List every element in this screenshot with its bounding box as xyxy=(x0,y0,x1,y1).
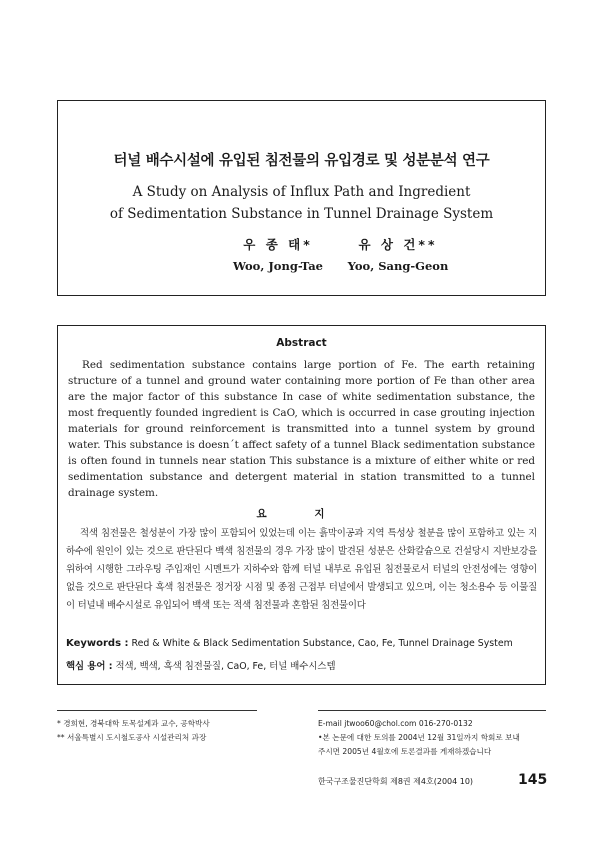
summary-body: 적색 침전물은 철성분이 가장 많이 포함되어 있었는데 이는 흙막이공과 지역 특성상 철분을 많이 포함하고 있는 지하수에 원인이 있는 것으로 판단된다 백색 침전물의 경우 가장 많이 발견된 성분은 산화칼슘으로 건설당시 지반보강을 위하여 시행한 그라우팅 주입재인 시멘트가 지하수와 함께 터널 내부로 유입된 침전물로서 터널의 안전성에는 영향이 없을 것으로 판단된다 흑색 침전물은 정거장 시점 및 종점 근접부 터널에서 발생되고 있으며, 이는 청소용수 등 이물질이 터널내 배수시설로 유입되어 백색 또는 적색 침전물과 혼합된 침전물이다 xyxy=(66,528,537,611)
korean-title: 터널 배수시설에 유입된 침전물의 유입경로 및 성분분석 연구 xyxy=(113,153,490,169)
footnote-email: E-mail jtwoo60@chol.com 016-270-0132 xyxy=(318,719,473,728)
summary-heading: 요 지 xyxy=(256,508,347,520)
english-title-line-2: of Sedimentation Substance in Tunnel Drainage System xyxy=(109,206,494,222)
footnote-discussion-2: 주시면 2005년 4월호에 토론결과를 게재하겠습니다 xyxy=(318,747,492,756)
footnotes-contact xyxy=(318,717,550,759)
keywords-korean xyxy=(66,658,539,672)
keywords-korean-values: 적색, 백색, 흑색 침전물질, CaO, Fe, 터널 배수시스템 xyxy=(115,661,336,672)
footnote-author-1: * 경희현, 경북대학 토목설계과 교수, 공학박사 xyxy=(57,719,210,728)
author-1 xyxy=(223,235,333,273)
footnote-divider-right xyxy=(318,710,546,711)
keywords-english xyxy=(66,638,539,649)
footnote-discussion-1: •본 논문에 대한 토의를 2004년 12월 31일까지 학회로 보내 xyxy=(318,733,520,742)
title-box xyxy=(57,100,546,296)
page-number: 145 xyxy=(518,772,548,788)
footnote-author-2: ** 서울특별시 도시철도공사 시설관리처 과장 xyxy=(57,733,207,742)
english-title-line-1: A Study on Analysis of Influx Path and Ingredient xyxy=(132,184,471,200)
footnote-divider-left xyxy=(57,710,257,711)
keywords-values: Red & White & Black Sedimentation Substance, Cao, Fe, Tunnel Drainage System xyxy=(131,638,513,649)
author-2-english: Yoo, Sang-Geon xyxy=(347,259,449,273)
abstract-box xyxy=(57,325,546,685)
author-2-korean: 유 상 건** xyxy=(358,237,438,252)
english-title xyxy=(58,181,545,225)
footnotes-affiliations xyxy=(57,717,307,745)
journal-citation: 한국구조물진단학회 제8권 제4호(2004 10) xyxy=(318,777,474,786)
author-1-korean: 우 종 태* xyxy=(243,237,313,252)
author-1-english: Woo, Jong-Tae xyxy=(233,259,323,273)
keywords-label: Keywords : xyxy=(66,638,129,649)
abstract-heading: Abstract xyxy=(276,337,327,349)
abstract-body: Red sedimentation substance contains large portion of Fe. The earth retaining structure of a tunnel and ground water containing more portion of Fe than other area are the major factor of this substance In case of white sedimentation substance, the most frequently founded ingredient is CaO, which is occurred in case grouting injection materials for ground reinforcement is transmitted into a tunnel system by ground water. This substance is doesn´t affect safety of a tunnel Black sedimentation substance is often found in tunnels near station This substance is a mixture of either white or red sedimentation substance and detergent material in station transmitted to a tunnel drainage system. xyxy=(68,359,535,499)
author-2 xyxy=(318,235,478,273)
keywords-korean-label: 핵심 용어 : xyxy=(66,661,113,672)
